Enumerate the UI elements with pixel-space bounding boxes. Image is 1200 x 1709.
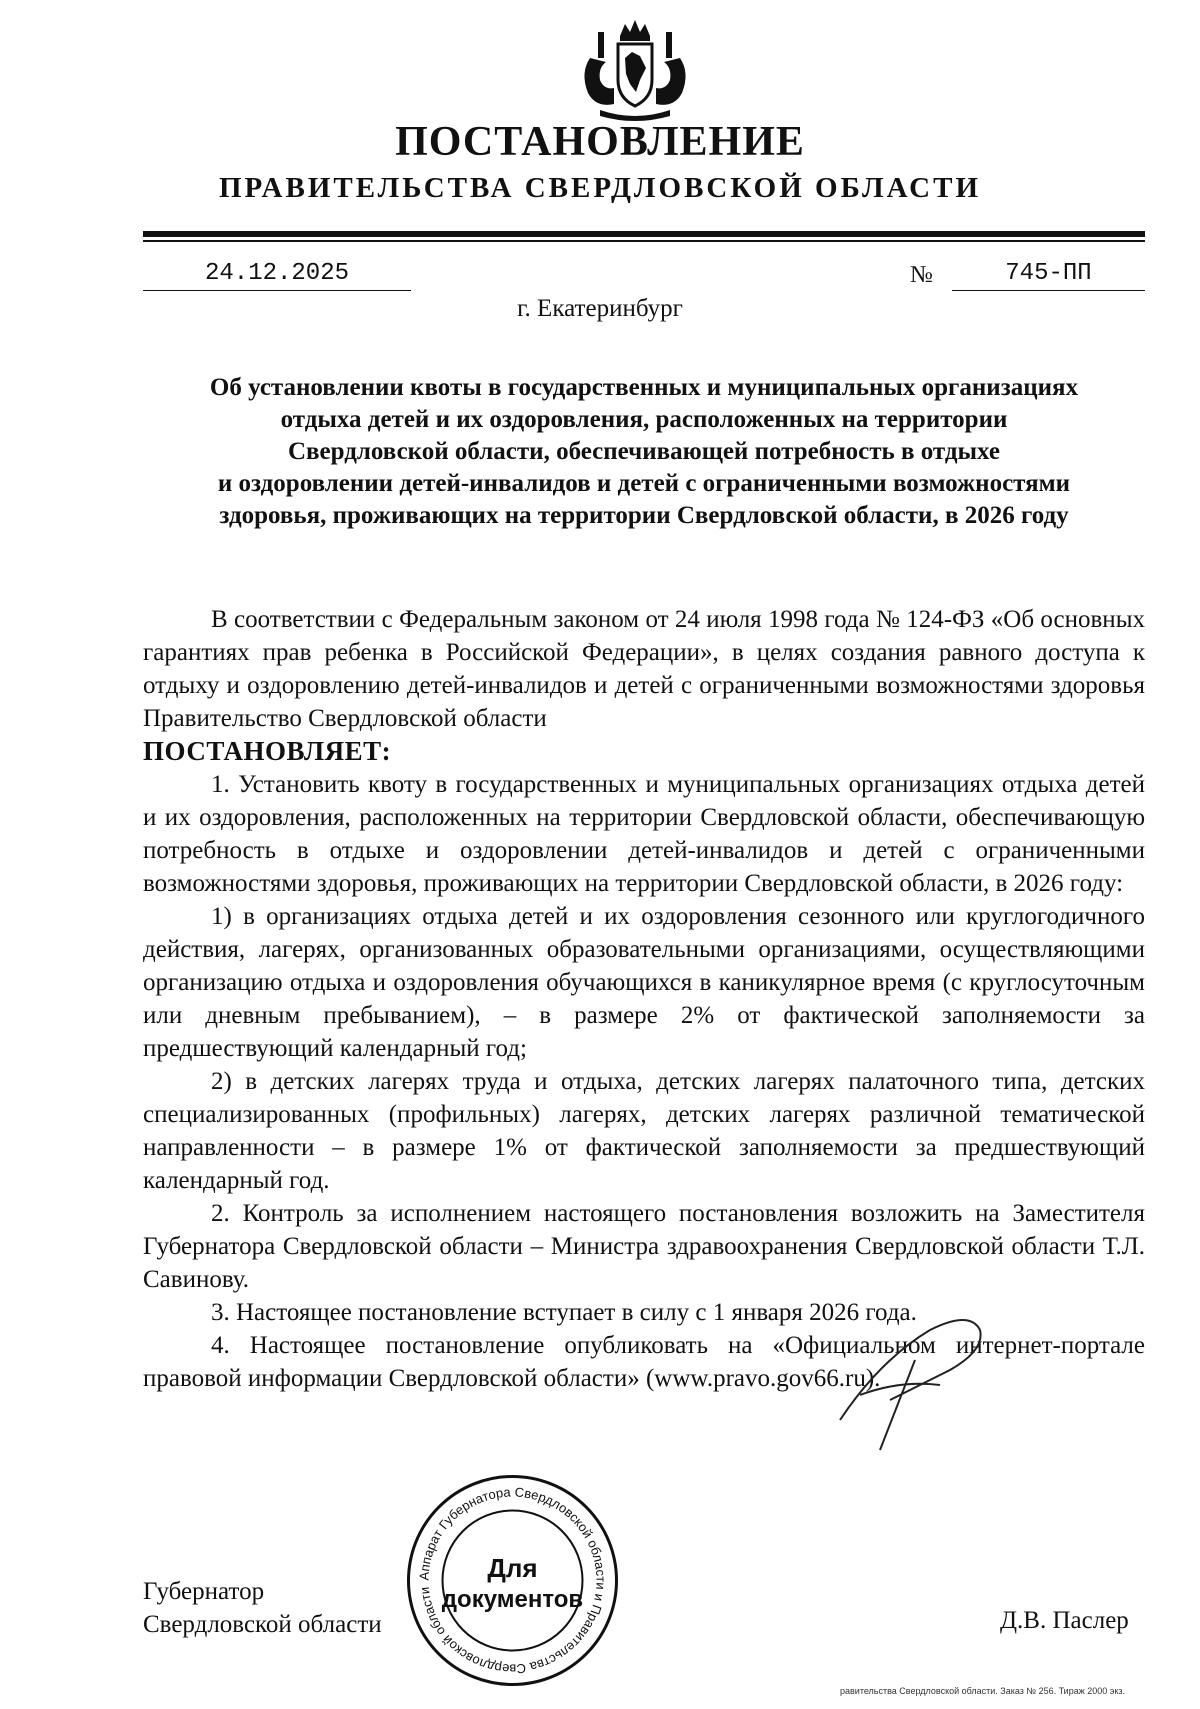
paragraph-1: 1. Установить квоту в государственных и муниципальных организациях отдыха детей и их оздоровления, расположенных на территории Свердловской области, обеспечивающую потребность в отдыхе и оздоровлении детей-инвалидов и детей с ограниченными возможностями здоровья, проживающих на территории Свердловской области, в 2026 году: bbox=[143, 771, 1145, 897]
document-date: 24.12.2025 bbox=[143, 258, 411, 291]
document-type-title: ПОСТАНОВЛЕНИЕ bbox=[395, 119, 805, 165]
subject-line: здоровья, проживающих на территории Свердловской области, в 2026 году bbox=[219, 502, 1069, 529]
preamble-paragraph: В соответствии с Федеральным законом от 24 июля 1998 года № 124-ФЗ «Об основных гарантиях прав ребенка в Российской Федерации», в целях создания равного доступа к отдыху и оздоровлению детей-инвалидов и детей с ограниченными возможностями здоровья Правительство Свердловской области bbox=[143, 606, 1145, 732]
signatory-position-line: Губернатор bbox=[143, 1578, 265, 1605]
coat-of-arms-emblem bbox=[570, 18, 700, 128]
header-rule-thin bbox=[143, 240, 1145, 242]
paragraph-1-item-1: 1) в организациях отдыха детей и их оздоровления сезонного или круглогодичного действия, лагерях, организованных образовательными организациями, осуществляющими организацию отдыха и оздоровления обучающихся в каникулярное время (с круглосуточным или дневным пребыванием), – в размере 2% от фактической заполняемости за предшествующий календарный год; bbox=[143, 903, 1145, 1062]
subject-line: и оздоровлении детей-инвалидов и детей с ограниченными возможностями bbox=[217, 470, 1071, 497]
header-rule-thick bbox=[143, 231, 1145, 237]
paragraph-4: 4. Настоящее постановление опубликовать на «Официальном интернет-портале правовой информации Свердловской области» (www.pravo.gov66.ru). bbox=[143, 1332, 1145, 1392]
signatory-position bbox=[143, 1575, 382, 1641]
paragraph-3: 3. Настоящее постановление вступает в силу с 1 января 2026 года. bbox=[211, 1299, 917, 1326]
signatory-name: Д.В. Паслер bbox=[1000, 1607, 1129, 1634]
document-body bbox=[143, 603, 1145, 1395]
print-footer-note: равительства Свердловской области. Заказ № 256. Тираж 2000 экз. bbox=[840, 1686, 1126, 1696]
document-number: 745-ПП bbox=[952, 258, 1145, 291]
stamp-center-line-2: документов bbox=[441, 1586, 584, 1613]
official-stamp bbox=[405, 1473, 620, 1688]
stamp-center-line-1: Для bbox=[487, 1553, 538, 1583]
issue-city: г. Екатеринбург bbox=[517, 295, 683, 322]
paragraph-2: 2. Контроль за исполнением настоящего постановления возложить на Заместителя Губернатора Свердловской области – Министра здравоохранения Свердловской области Т.Л. Савинову. bbox=[143, 1200, 1145, 1293]
subject-line: отдыха детей и их оздоровления, расположенных на территории bbox=[280, 406, 1008, 433]
subject-line: Об установлении квоты в государственных и муниципальных организациях bbox=[209, 374, 1079, 401]
stamp-ring-text: Аппарат Губернатора Свердловской области и Правительства Свердловской области bbox=[416, 1484, 609, 1677]
document-subject bbox=[143, 372, 1145, 532]
paragraph-1-item-2: 2) в детских лагерях труда и отдыха, детских лагерях палаточного типа, детских специализированных (профильных) лагерях, детских лагерях различной тематической направленности – в размере 1% от фактической заполняемости за предшествующий календарный год. bbox=[143, 1068, 1145, 1194]
issuer-title: ПРАВИТЕЛЬСТВА СВЕРДЛОВСКОЙ ОБЛАСТИ bbox=[218, 172, 982, 204]
signatory-position-line: Свердловской области bbox=[143, 1611, 382, 1638]
subject-line: Свердловской области, обеспечивающей потребность в отдыхе bbox=[287, 438, 1001, 465]
handwritten-signature bbox=[820, 1300, 990, 1460]
number-sign: № bbox=[910, 262, 933, 288]
decree-word: ПОСТАНОВЛЯЕТ: bbox=[143, 736, 392, 766]
